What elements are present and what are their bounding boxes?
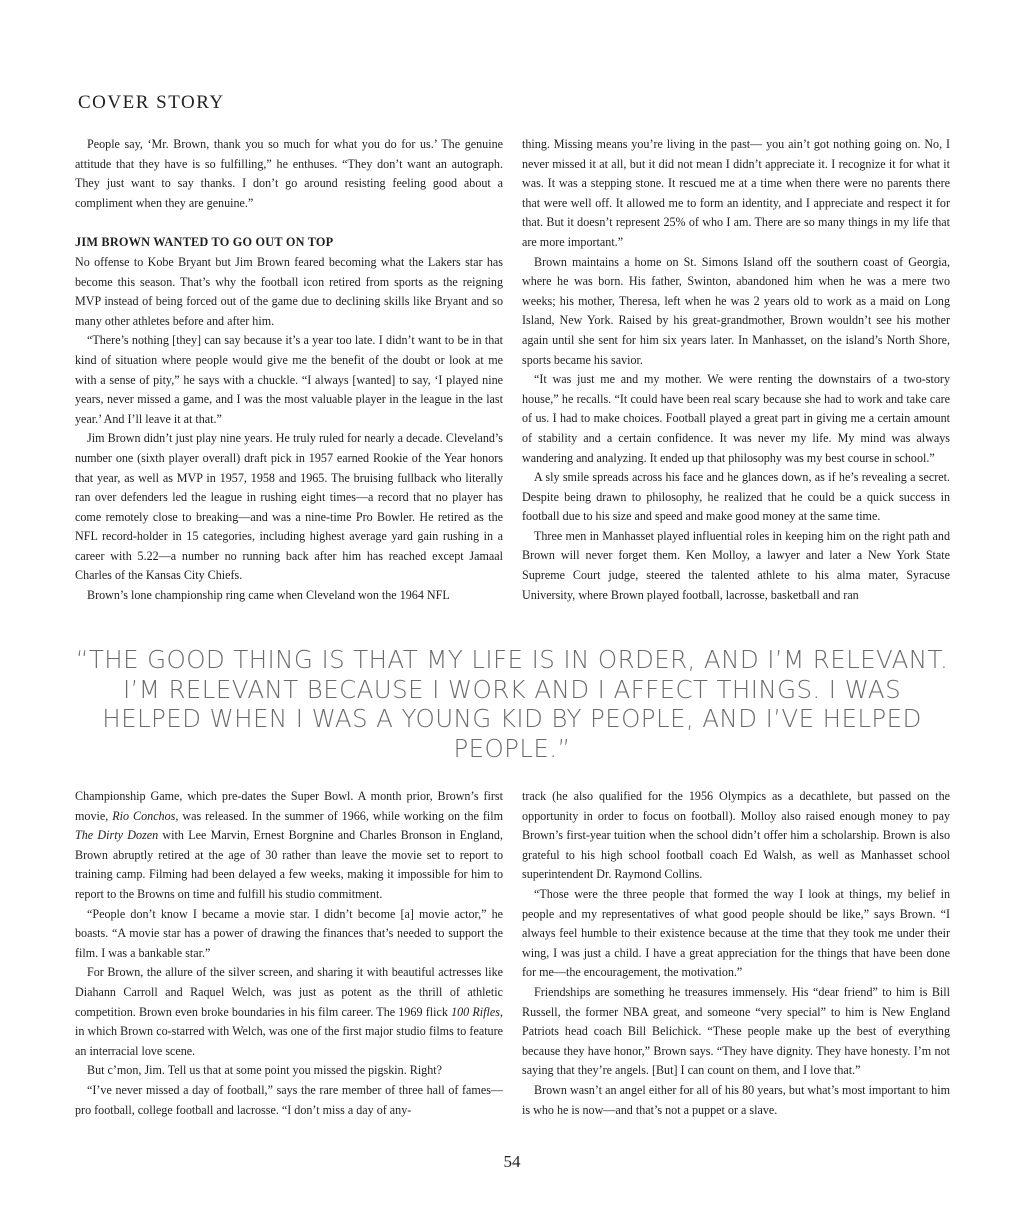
paragraph: “It was just me and my mother. We were renting the downstairs of a two-story house,” he recalls. “It could have been real scary because she had to work and take care of us. I had to make choices. Football played a great part in giving me a certain amount of stability and a certain confidence. It was never my life. My mind was always wandering and analyzing. It ended up that philosophy was my best course in school.” xyxy=(522,372,950,465)
paragraph: Brown maintains a home on St. Simons Island off the southern coast of Georgia, where he was born. His father, Swinton, abandoned him when he was a mere two weeks; his mother, Theresa, left when he was 2 years old to work as a maid on Long Island, New York. Raised by his great-grandmother, Brown wouldn’t see his mother again until she sent for him six years later. In Manhasset, on the island’s North Shore, sports became his savior. xyxy=(522,254,950,367)
paragraph: Brown’s lone championship ring came when Cleveland won the 1964 NFL xyxy=(87,588,450,603)
article-column-4 xyxy=(522,787,950,1120)
text-span: , was released. In the summer of 1966, while working on the film xyxy=(175,808,504,823)
paragraph: “I’ve never missed a day of football,” says the rare member of three hall of fames—pro football, college football and lacrosse. “I don’t miss a day of any- xyxy=(75,1082,503,1117)
section-heading: JIM BROWN WANTED TO GO OUT ON TOP xyxy=(75,235,334,250)
paragraph: track (he also qualified for the 1956 Olympics as a decathlete, but passed on the opportunity in order to focus on football). Molloy also raised enough money to pay Brown’s first-year tuition when the school didn’t offer him a scholarship. Brown is also grateful to his high school football coach Ed Walsh, as well as Manhasset school superintendent Dr. Raymond Collins. xyxy=(522,789,950,882)
section-label: COVER STORY xyxy=(78,92,225,113)
text-span: with Lee Marvin, Ernest Borgnine and Charles Bronson in England, Brown abruptly retired at the age of 30 rather than leave the movie set to report to training camp. Filming had been delayed a few weeks, making it impossible for him to report to the Browns on time and fulfill his studio commitment. xyxy=(75,828,504,901)
paragraph xyxy=(75,963,503,1061)
paragraph: People say, ‘Mr. Brown, thank you so much for what you do for us.’ The genuine attitude that they have is so fulfilling,” he enthuses. “They don’t want an autograph. They just want to say thanks. I don’t go around resisting feeling good about a compliment when they are genuine.” xyxy=(75,137,503,210)
paragraph: Jim Brown didn’t just play nine years. He truly ruled for nearly a decade. Cleveland’s number one (sixth player overall) draft pick in 1957 earned Rookie of the Year honors that year, as well as MVP in 1957, 1958 and 1965. The bruising fullback who literally ran over defenders led the league in rushing eight times—a record that no player has come remotely close to breaking—and was a nine-time Pro Bowler. He retired as the NFL record-holder in 15 categories, including highest average yard gain rushing in a career with 5.22—a number no running back after him has reached except Jamaal Charles of the Kansas City Chiefs. xyxy=(75,431,503,583)
film-title: Rio Conchos xyxy=(112,808,176,823)
article-column-3 xyxy=(75,787,503,1120)
text-span: For Brown, the allure of the silver screen, and sharing it with beautiful actresses like Diahann Carroll and Raquel Welch, was just as potent as the thrill of athletic competition. Brown even broke boundaries in his film career. The 1969 flick xyxy=(75,965,503,1019)
paragraph: “There’s nothing [they] can say because it’s a year too late. I didn’t want to be in that kind of situation where people would give me the benefit of the doubt or look at me with a sense of pity,” he says with a chuckle. “I always [wanted] to say, ‘I played nine years, never missed a game, and I was the most valuable player in the league in the last year.’ And I’ll leave it at that.” xyxy=(75,333,503,426)
article-column-1 xyxy=(75,135,503,606)
film-title: 100 Rifles xyxy=(451,1004,500,1019)
paragraph: No offense to Kobe Bryant but Jim Brown feared becoming what the Lakers star has become this season. That’s why the football icon retired from sports as the reigning MVP instead of being forced out of the game due to declining skills like Bryant and so many other athletes before and after him. xyxy=(75,254,503,328)
paragraph: Brown wasn’t an angel either for all of his 80 years, but what’s most important to him is who he is now—and that’s not a puppet or a slave. xyxy=(522,1082,950,1117)
paragraph: But c’mon, Jim. Tell us that at some point you missed the pigskin. Right? xyxy=(87,1063,443,1078)
film-title: The Dirty Dozen xyxy=(75,828,159,843)
paragraph: Friendships are something he treasures immensely. His “dear friend” to him is Bill Russell, the former NBA great, and someone “very special” to him is New England Patriots head coach Bill Belichick. “These people make up the best of everything because they have honor,” Brown says. “They have dignity. They have honesty. I’m not saying that they’re angels. [But] I can count on them, and I love that.” xyxy=(522,984,950,1078)
paragraph xyxy=(75,787,503,905)
paragraph: A sly smile spreads across his face and he glances down, as if he’s revealing a secret. Despite being drawn to philosophy, he realized that he could be a quick success in football due to his size and speed and make good money at the same time. xyxy=(522,470,950,524)
paragraph: Three men in Manhasset played influential roles in keeping him on the right path and Brown will never forget them. Ken Molloy, a lawyer and later a New York State Supreme Court judge, steered the talented athlete to his alma mater, Syracuse University, where Brown played football, lacrosse, basketball and ran xyxy=(522,528,950,602)
text-span: Championship Game, which pre-dates the Super Bowl. A month prior, Brown’s first movie, xyxy=(75,789,503,823)
paragraph: thing. Missing means you’re living in the past— you ain’t got nothing going on. No, I never missed it at all, but it did not mean I didn’t appreciate it. I recognize it for what it was. It was a stepping stone. It rescued me at a time when there were no parents there that were well off. It allowed me to form an identity, and I appreciate and respect it for that. But it doesn’t represent 25% of who I am. There are so many things in my life that are more important.” xyxy=(522,137,950,249)
page-number: 54 xyxy=(503,1152,521,1171)
text-span: , in which Brown co-starred with Welch, was one of the first major studio films to feature an interracial love scene. xyxy=(75,1004,503,1058)
pull-quote: “THE GOOD THING IS THAT MY LIFE IS IN ORDER, AND I’M RELEVANT. I’M RELEVANT BECAUSE I WORK AND I AFFECT THINGS. I WAS HELPED WHEN I WAS A YOUNG KID BY PEOPLE, AND I’VE HELPED PEOPLE.” xyxy=(75,645,949,763)
paragraph: “Those were the three people that formed the way I look at things, my belief in people and my representatives of what good people should be like,” says Brown. “I always feel humble to their existence because at the time that they took me under their wing, I was just a child. I have a great appreciation for the things that have been done for me—the encouragement, the motivation.” xyxy=(522,886,950,980)
paragraph: “People don’t know I became a movie star. I didn’t become [a] movie actor,” he boasts. “A movie star has a power of drawing the finances that’s needed to support the film. I was a bankable star.” xyxy=(75,906,503,960)
article-column-2 xyxy=(522,135,950,605)
